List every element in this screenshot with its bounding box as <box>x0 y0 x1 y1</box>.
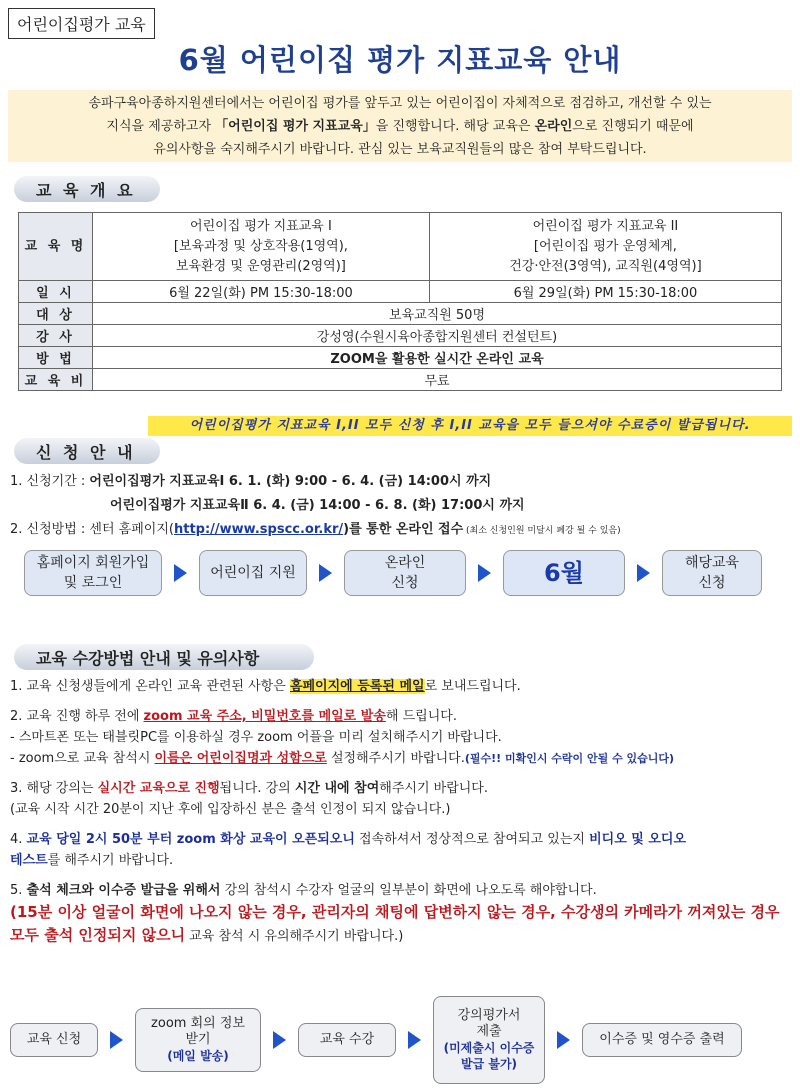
flow-step-label: zoom 회의 정보 <box>151 1016 245 1031</box>
guide-text: 1. 교육 신청생들에게 온라인 교육 관련된 사항은 <box>10 679 290 694</box>
guide-text: 해 드립니다. <box>385 709 457 724</box>
course-1-desc: 보육환경 및 운영관리(2영역)] <box>175 258 346 274</box>
apply-period-value: 어린이집평가 지표교육Ⅰ 6. 1. (화) 9:00 - 6. 4. (금) 14:00시 까지 <box>89 474 492 489</box>
flow-step-course-apply <box>10 1023 98 1057</box>
flow-step-label: 어린이집 지원 <box>210 565 296 581</box>
guide-item-4 <box>10 829 795 871</box>
flow-step-label: 교육 수강 <box>319 1032 375 1047</box>
intro-line-1: 송파구육아종하지원센터에서는 어린이집 평가를 앞두고 있는 어린이집이 자체적으로 점검하고, 개선할 수 있는 <box>88 96 712 111</box>
date-2: 6월 29일(화) PM 15:30-18:00 <box>429 281 781 303</box>
row-label-fee: 교 육 비 <box>19 369 93 391</box>
row-label-lecturer: 강 사 <box>19 325 93 347</box>
apply-method-text: 2. 신청방법 : 센터 홈페이지( <box>10 522 174 537</box>
arrow-right-icon <box>557 1031 570 1049</box>
flow-step-label: 홈페이지 회원가입 <box>36 555 150 571</box>
guide-item-2 <box>10 706 795 769</box>
date-1: 6월 22일(화) PM 15:30-18:00 <box>93 281 430 303</box>
flow-step-evaluation <box>433 996 545 1084</box>
arrow-right-icon <box>110 1031 123 1049</box>
guide-emphasis: 실시간 교육으로 진행 <box>97 781 220 796</box>
flow-step-label: 제출 <box>476 1024 502 1039</box>
homepage-link[interactable]: http://www.spscc.or.kr/ <box>173 522 344 537</box>
guide-text: 2. 교육 진행 하루 전에 <box>10 709 144 724</box>
guide-text: 강의 참석시 수강자 얼굴의 일부분이 화면에 나오도록 해야합니다. <box>220 883 597 898</box>
arrow-right-icon <box>478 564 491 582</box>
guide-item-1 <box>10 676 795 697</box>
flow-step-label: 6월 <box>544 559 584 587</box>
arrow-right-icon <box>637 564 650 582</box>
lecturer-value: 강성영(수원시육아종합지원센터 컨설턴트) <box>93 325 782 347</box>
flow-step-zoom-info <box>135 1008 261 1072</box>
flow-step-label: 신청 <box>391 575 419 591</box>
guide-bold: 출석 체크와 이수증 발급을 위해서 <box>26 883 221 898</box>
guide-text: 해주시기 바랍니다. <box>379 781 488 796</box>
course-2-desc: 건강·안전(3영역), 교직원(4영역)] <box>509 258 702 274</box>
flow-step-print <box>582 1023 742 1057</box>
arrow-right-icon <box>319 564 332 582</box>
guide-emphasis: 테스트 <box>10 853 48 868</box>
table-row <box>19 369 782 391</box>
overview-table <box>18 212 782 391</box>
guide-text: 접속하셔서 정상적으로 참여되고 있는지 <box>354 832 590 847</box>
course-flow <box>10 996 742 1084</box>
intro-text: 을 진행합니다. 해당 교육은 <box>375 119 535 134</box>
flow-step-june <box>503 550 625 596</box>
course-2-desc: [어린이집 평가 운영체계, <box>533 238 677 254</box>
section-heading-overview: 교 육 개 요 <box>14 176 160 202</box>
course-1-title: 어린이집 평가 지표교육 I <box>190 218 332 234</box>
guide-text: 4. <box>10 832 27 847</box>
intro-line-3: 유의사항을 숙지해주시기 바랍니다. 관심 있는 보육교직원들의 많은 참여 부탁드립니다. <box>153 142 647 157</box>
intro-text: 으로 진행되기 때문에 <box>572 119 694 134</box>
course-1-desc: [보육과정 및 상호작용(1영역), <box>173 238 348 254</box>
guide-emphasis: 이름은 어린이집명과 성함으로 <box>154 751 327 766</box>
course-1-cell <box>93 213 430 281</box>
guide-text: 설정해주시기 바랍니다. <box>326 751 465 766</box>
table-row <box>19 213 782 281</box>
row-label-date: 일 시 <box>19 281 93 303</box>
apply-info <box>10 470 795 543</box>
table-row <box>19 347 782 369</box>
intro-text: 지식을 제공하고자 <box>106 119 216 134</box>
flow-step-online-apply <box>344 550 466 596</box>
intro-box <box>8 90 792 162</box>
table-row <box>19 325 782 347</box>
guide-text: 를 해주시기 바랍니다. <box>47 853 174 868</box>
flow-step-label: 해당교육 <box>684 555 740 571</box>
guide-emphasis: 비디오 및 오디오 <box>589 832 687 847</box>
intro-online: 온라인 <box>534 119 573 134</box>
guide-text: - 스마트폰 또는 태블릿PC를 이용하실 경우 zoom 어플을 미리 설치해주시기 바랍니다. <box>10 730 502 745</box>
intro-line-2 <box>18 115 782 138</box>
guide-warning: (15분 이상 얼굴이 화면에 나오지 않는 경우, 관리자의 채팅에 답변하지 않는 경우, 수강생의 카메라가 꺼져있는 경우 모두 출석 인정되지 않으니 <box>10 903 780 944</box>
section-heading-apply: 신 청 안 내 <box>14 438 160 464</box>
flow-step-label: 교육 신청 <box>26 1032 82 1047</box>
arrow-right-icon <box>408 1031 421 1049</box>
arrow-right-icon <box>174 564 187 582</box>
apply-method-text: )를 통한 온라인 접수 <box>343 522 464 537</box>
flow-step-label: 온라인 <box>384 555 426 571</box>
guide-item-3 <box>10 778 795 820</box>
course-2-cell <box>429 213 781 281</box>
guide-list <box>10 676 795 956</box>
guide-warning: (필수!! 미확인시 수락이 안될 수 있습니다) <box>464 752 675 765</box>
flow-step-daycare-support <box>199 550 307 596</box>
target-value: 보육교직원 50명 <box>93 303 782 325</box>
guide-text: (교육 시작 시간 20분이 지난 후에 입장하신 분은 출석 인정이 되지 않습니다.) <box>10 802 451 817</box>
guide-text: 5. <box>10 883 27 898</box>
flow-step-note: (메일 발송) <box>167 1049 229 1063</box>
certificate-note: 어린이집평가 지표교육 I,II 모두 신청 후 I,II 교육을 모두 들으셔야 수료증이 발급됩니다. <box>148 416 792 436</box>
flow-step-label: 신청 <box>698 575 726 591</box>
apply-period-2: 어린이집평가 지표교육Ⅱ 6. 4. (금) 14:00 - 6. 8. (화) 17:00시 까지 <box>110 498 525 513</box>
guide-bold: 시간 내에 참여 <box>294 781 380 796</box>
category-tag: 어린이집평가 교육 <box>8 8 155 39</box>
guide-item-5 <box>10 880 795 947</box>
guide-highlight: 홈페이지에 등록된 메일 <box>289 679 425 694</box>
apply-period-1 <box>10 470 795 494</box>
guide-text: 교육 참석 시 유의해주시기 바랍니다.) <box>185 929 404 944</box>
table-row <box>19 281 782 303</box>
flow-step-attend <box>298 1023 396 1057</box>
page-title: 6월 어린이집 평가 지표교육 안내 <box>178 43 622 77</box>
guide-emphasis: zoom 교육 주소, 비밀번호를 메일로 발송 <box>143 709 386 724</box>
apply-period-label: 1. 신청기간 : <box>10 474 90 489</box>
apply-flow <box>24 550 762 596</box>
flow-step-label: 이수증 및 영수증 출력 <box>599 1032 725 1047</box>
arrow-right-icon <box>273 1031 286 1049</box>
fee-value: 무료 <box>93 369 782 391</box>
flow-step-label: 받기 <box>185 1032 211 1047</box>
apply-method-note: (최소 신청인원 미달시 폐강 될 수 있음) <box>463 526 621 536</box>
flow-step-signup <box>24 550 162 596</box>
apply-method <box>10 518 795 543</box>
row-label-target: 대 상 <box>19 303 93 325</box>
method-value: ZOOM을 활용한 실시간 온라인 교육 <box>93 347 782 369</box>
flow-step-note: 발급 불가) <box>460 1057 518 1071</box>
guide-text: - zoom으로 교육 참석시 <box>10 751 155 766</box>
flow-step-course-apply <box>662 550 762 596</box>
guide-text: 됩니다. 강의 <box>219 781 295 796</box>
flow-step-label: 및 로그인 <box>63 575 123 591</box>
flow-step-note: (미제출시 이수증 <box>443 1041 535 1055</box>
guide-emphasis: 교육 당일 2시 50분 부터 zoom 화상 교육이 오픈되오니 <box>26 832 355 847</box>
table-row <box>19 303 782 325</box>
course-2-title: 어린이집 평가 지표교육 II <box>532 218 679 234</box>
flow-step-label: 강의평가서 <box>457 1008 521 1023</box>
row-label-method: 방 법 <box>19 347 93 369</box>
guide-text: 3. 해당 강의는 <box>10 781 98 796</box>
row-label-name: 교 육 명 <box>19 213 93 281</box>
section-heading-guide: 교육 수강방법 안내 및 유의사항 <box>14 644 314 670</box>
guide-text: 로 보내드립니다. <box>424 679 521 694</box>
intro-course-name: 「어린이집 평가 지표교육」 <box>215 119 376 134</box>
